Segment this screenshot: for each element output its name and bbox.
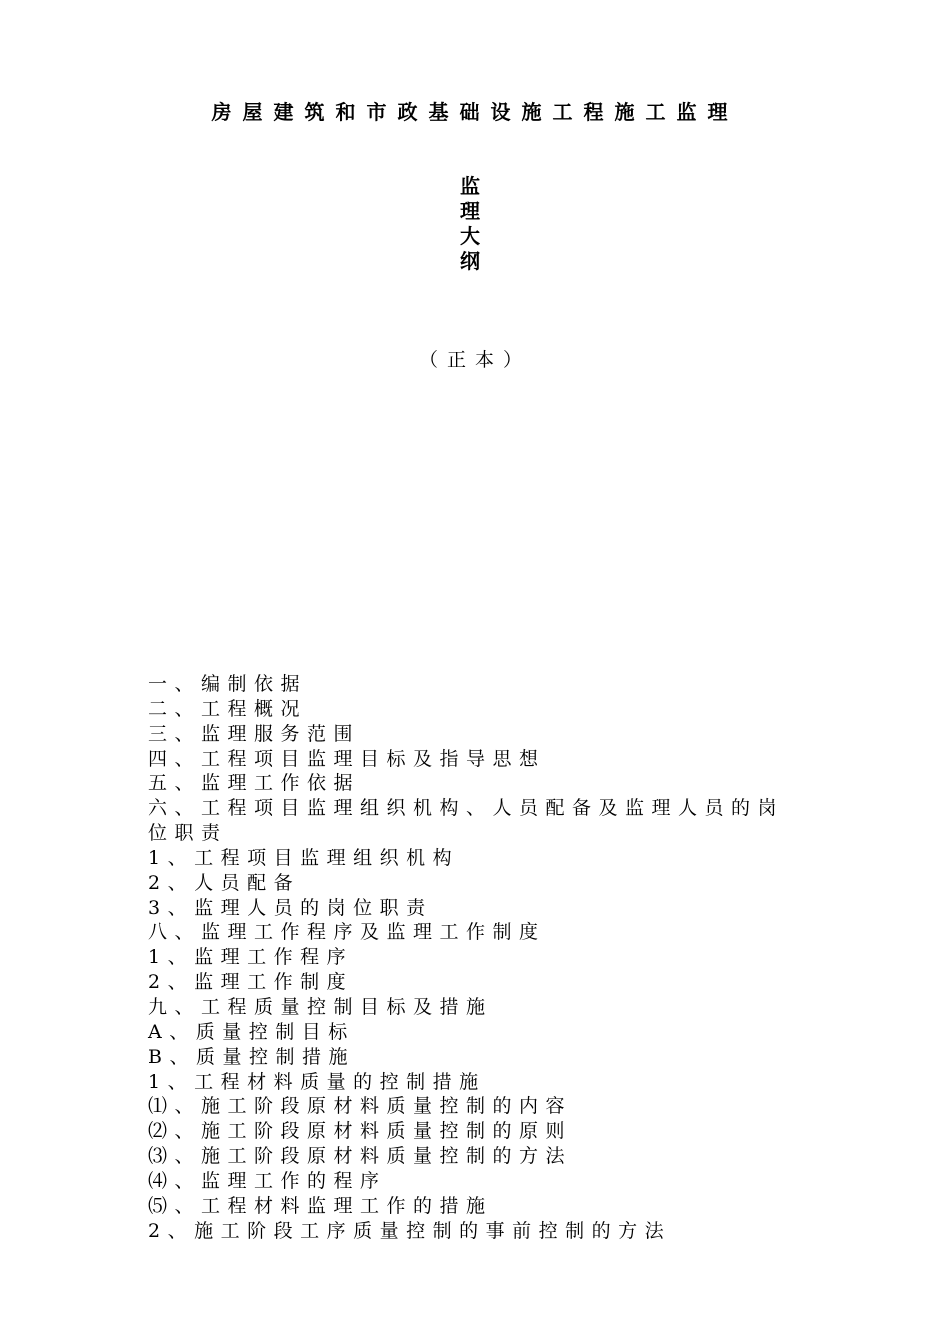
document-subtitle [452, 174, 488, 274]
toc-entry: 二、工程概况 [148, 697, 308, 720]
table-of-contents [148, 672, 798, 1243]
toc-entry: 三、监理服务范围 [148, 722, 361, 745]
toc-entry: ⑴、施工阶段原材料质量控制的内容 [148, 1095, 573, 1118]
toc-entry: 2、施工阶段工序质量控制的事前控制的方法 [148, 1219, 672, 1242]
toc-entry: B、质量控制措施 [148, 1045, 355, 1068]
subtitle-char: 大 [460, 224, 480, 248]
toc-entry: 八、监理工作程序及监理工作制度 [148, 921, 546, 944]
subtitle-char: 理 [460, 199, 480, 223]
toc-entry: 2、监理工作制度 [148, 971, 354, 994]
toc-entry: ⑷、监理工作的程序 [148, 1169, 387, 1192]
toc-entry: 2、人员配备 [148, 871, 301, 894]
subtitle-char: 纲 [460, 249, 480, 273]
toc-entry: 六、工程项目监理组织机构、人员配备及监理人员的岗位职责 [148, 797, 785, 845]
toc-entry: 一、编制依据 [148, 673, 308, 695]
toc-entry: 五、监理工作依据 [148, 772, 361, 795]
toc-entry: ⑵、施工阶段原材料质量控制的原则 [148, 1120, 573, 1143]
toc-entry: 3、监理人员的岗位职责 [148, 896, 433, 919]
toc-entry: ⑸、工程材料监理工作的措施 [148, 1194, 493, 1217]
document-title: 房屋建筑和市政基础设施工程施工监理 [211, 100, 739, 124]
subtitle-char: 监 [460, 174, 480, 198]
toc-entry: 1、工程项目监理组织机构 [148, 846, 460, 869]
toc-entry: 九、工程质量控制目标及措施 [148, 995, 493, 1018]
toc-entry: 四、工程项目监理目标及指导思想 [148, 747, 546, 770]
toc-entry: A、质量控制目标 [148, 1020, 355, 1043]
toc-entry: 1、监理工作程序 [148, 946, 354, 969]
toc-entry: 1、工程材料质量的控制措施 [148, 1070, 486, 1093]
edition-label: （正本） [418, 349, 531, 371]
toc-entry: ⑶、施工阶段原材料质量控制的方法 [148, 1145, 573, 1168]
